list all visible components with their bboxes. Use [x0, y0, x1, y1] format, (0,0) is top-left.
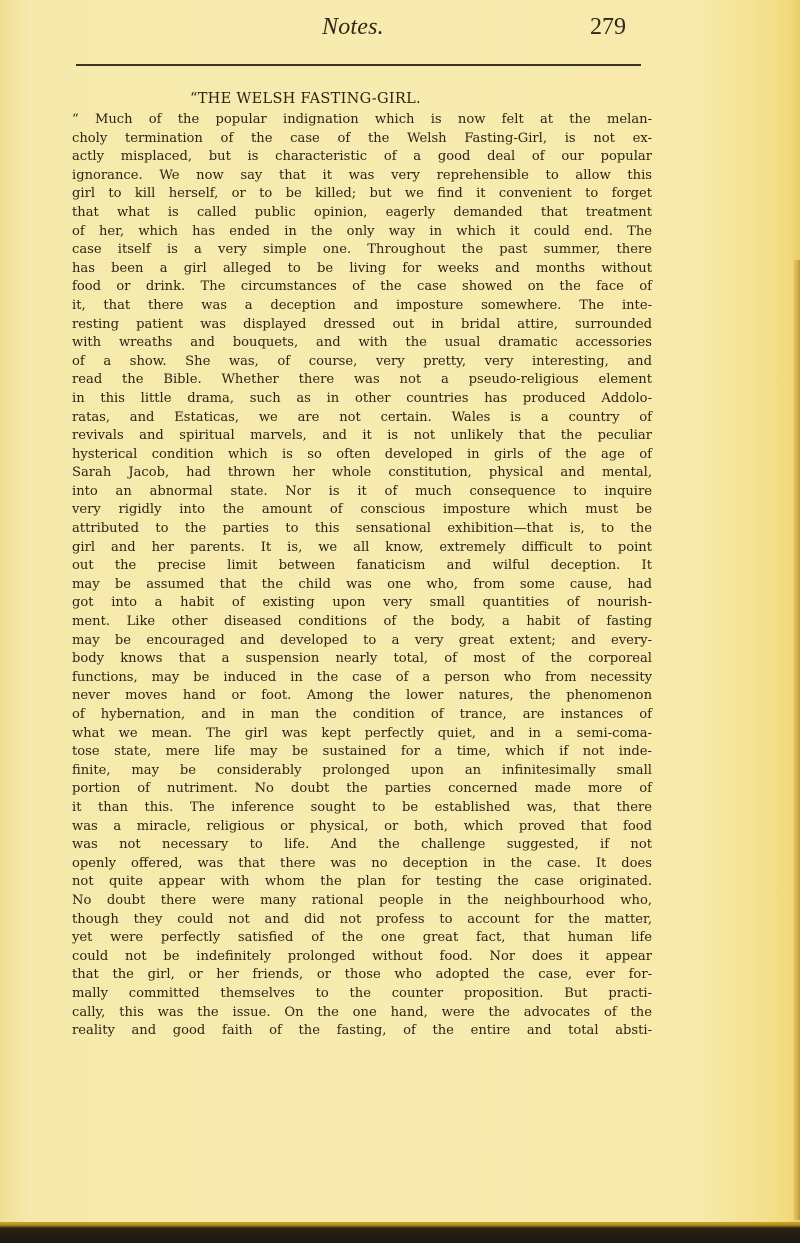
text-line: out the precise limit between fanaticism and wilful deception. It — [72, 558, 652, 574]
text-line: ignorance. We now say that it was very reprehensible to allow this — [72, 167, 652, 183]
text-line: finite, may be considerably prolonged upon an infinitesimally small — [72, 762, 652, 778]
text-line: yet were perfectly satisfied of the one great fact, that human life — [72, 930, 652, 946]
text-line: may be assumed that the child was one who, from some cause, had — [72, 576, 652, 592]
text-line: with wreaths and bouquets, and with the usual dramatic accessories — [72, 335, 652, 351]
text-line: hysterical condition which is so often developed in girls of the age of — [72, 446, 652, 462]
text-line: of hybernation, and in man the condition of trance, are instances of — [72, 707, 652, 722]
text-line: not quite appear with whom the plan for testing the case originated. — [72, 874, 652, 890]
text-line: may be encouraged and developed to a very great extent; and every- — [72, 632, 652, 648]
text-line: food or drink. The circumstances of the case showed on the face of — [72, 279, 652, 295]
text-line: reality and good faith of the fasting, of the entire and total absti- — [72, 1023, 652, 1039]
header-rule — [76, 64, 641, 66]
text-line: mally committed themselves to the counter proposition. But practi- — [72, 985, 652, 1001]
text-line: ment. Like other diseased conditions of the body, a habit of fasting — [72, 614, 652, 630]
text-line: it than this. The inference sought to be established was, that there — [72, 799, 652, 815]
page-edge — [794, 260, 800, 1220]
text-line: read the Bible. Whether there was not a pseudo-religious element — [72, 372, 652, 388]
text-line: in this little drama, such as in other countries has produced Addolo- — [72, 390, 652, 406]
text-line: actly misplaced, but is characteristic of a good deal of our popular — [72, 149, 652, 165]
text-line: it, that there was a deception and imposture somewhere. The inte- — [72, 297, 652, 313]
text-line: girl to kill herself, or to be killed; but we find it convenient to forget — [72, 186, 652, 202]
page-number: 279 — [590, 14, 626, 40]
text-line: attributed to the parties to this sensational exhibition—that is, to the — [72, 521, 652, 537]
text-line: portion of nutriment. No doubt the parties concerned made more of — [72, 781, 652, 797]
text-line: ratas, and Estaticas, we are not certain. Wales is a country of — [72, 409, 652, 425]
running-head-title: Notes. — [322, 14, 384, 40]
text-line: resting patient was displayed dressed out in bridal attire, surrounded — [72, 316, 652, 332]
text-line: got into a habit of existing upon very small quantities of nourish- — [72, 595, 652, 611]
text-line: was a miracle, religious or physical, or both, which proved that food — [72, 818, 652, 834]
text-line: could not be indefinitely prolonged without food. Nor does it appear — [72, 948, 652, 964]
text-line: that the girl, or her friends, or those who adopted the case, ever for- — [72, 967, 652, 983]
running-head — [0, 14, 800, 48]
text-line: openly offered, was that there was no deception in the case. It does — [72, 855, 652, 871]
text-line: what we mean. The girl was kept perfectly quiet, and in a semi-coma- — [72, 725, 652, 741]
text-line: choly termination of the case of the Welsh Fasting-Girl, is not ex- — [72, 130, 652, 146]
text-line: functions, may be induced in the case of a person who from necessity — [72, 669, 652, 685]
text-line: was not necessary to life. And the challenge suggested, if not — [72, 837, 652, 853]
text-line: of her, which has ended in the only way in which it could end. The — [72, 223, 652, 239]
text-line: revivals and spiritual marvels, and it is not unlikely that the peculiar — [72, 428, 652, 444]
text-line: case itself is a very simple one. Throughout the past summer, there — [72, 242, 652, 258]
text-line: tose state, mere life may be sustained for a time, which if not inde- — [72, 744, 652, 760]
text-line: cally, this was the issue. On the one hand, were the advocates of the — [72, 1004, 652, 1020]
text-line: “ Much of the popular indignation which is now felt at the melan- — [72, 112, 652, 127]
text-line: never moves hand or foot. Among the lower natures, the phenomenon — [72, 688, 652, 704]
text-line: very rigidly into the amount of conscious imposture which must be — [72, 502, 652, 518]
text-line: of a show. She was, of course, very pretty, very interesting, and — [72, 353, 652, 369]
text-line: No doubt there were many rational people in the neighbourhood who, — [72, 892, 652, 908]
text-line: girl and her parents. It is, we all know, extremely difficult to point — [72, 539, 652, 555]
text-line: has been a girl alleged to be living for weeks and months without — [72, 260, 652, 276]
text-line: Sarah Jacob, had thrown her whole constitution, physical and mental, — [72, 465, 652, 481]
text-line: that what is called public opinion, eagerly demanded that treatment — [72, 204, 652, 220]
article-body — [72, 111, 652, 1041]
text-line: though they could not and did not profess to account for the matter, — [72, 911, 652, 927]
text-line: body knows that a suspension nearly total, of most of the corporeal — [72, 651, 652, 667]
text-line: into an abnormal state. Nor is it of much consequence to inquire — [72, 483, 652, 499]
article-title: “THE WELSH FASTING-GIRL. — [190, 91, 421, 107]
book-binding-edge — [0, 1222, 800, 1243]
